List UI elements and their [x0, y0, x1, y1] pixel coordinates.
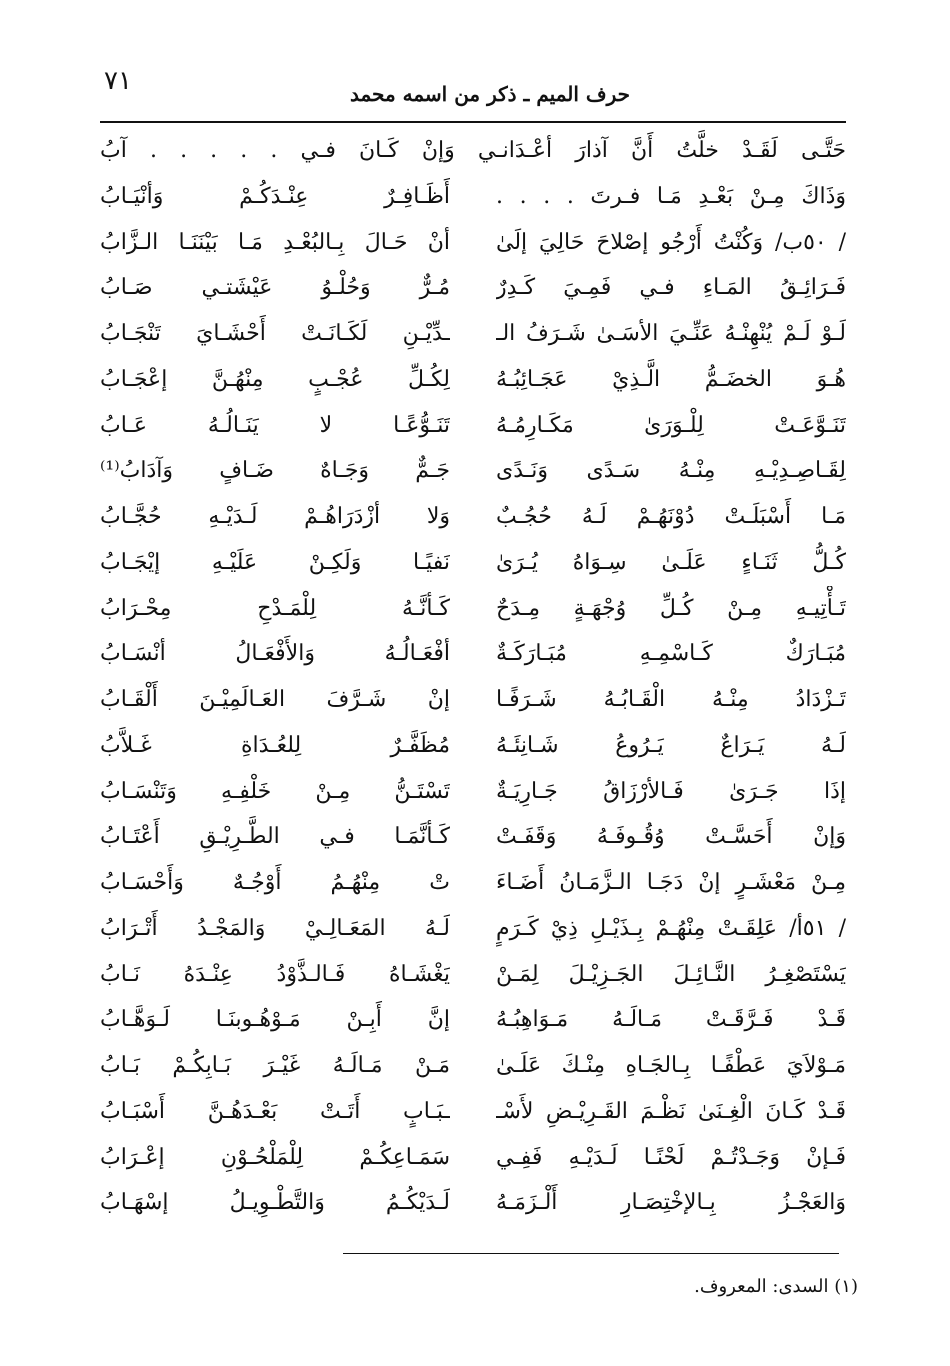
verse-second-hemistich: سَمَـاعِكُـمْ لِلْمَلْحُـوْنِ إعْـرَابُ: [100, 1144, 450, 1170]
verse-second-hemistich: يَغْشَـاهُ فَـالـذَّوْدُ عِنْـدَهُ نَـابُ: [100, 961, 450, 987]
verse-first-hemistich: مَـوْلاَيَ عَطْفًـا بِـالجَـاهِ مِنْـكَ عَلَـىٰ: [496, 1053, 846, 1078]
verse-first-hemistich: يَسْتَصْغِـرُ النَّـائِـلَ الجَـزِيْـلَ لِمَـنْ: [496, 961, 846, 987]
verse-line: [100, 631, 846, 677]
verse-line: [100, 265, 846, 311]
verse-second-hemistich: كَـأنَّـهُ لِلْمَـدْحِ مِحْـرَابُ: [100, 595, 450, 621]
verse-second-hemistich: لِكُـلِّ عُجْـبٍ مِنْهُـنَّ إعْجَـابُ: [100, 366, 450, 392]
verse-first-hemistich: / ٥١أ/ عَلِقَـتْ مِنْهُـمْ بِـذَيْـلِ ذِيْ كَـرَمٍ: [496, 915, 846, 941]
verse-second-hemistich: إنَّ أَبِـنْ مَـوْهُـوبنَـا لَـوَهَّـابُ: [100, 1007, 450, 1033]
verse-first-hemistich: فَـرَائِـقُ المَـاءِ فـي فَمِـيَ كَـدِرٌ: [496, 275, 846, 301]
verse-second-hemistich: ـبَـابٍ أَتَـتْ بَعْـدَهُـنَّ أَسْبَـابُ: [100, 1098, 450, 1124]
verse-first-hemistich: تَـزْدَادُ مِنْـهُ الْقَـابُـهُ شَـرَفًـا: [496, 687, 846, 712]
verse-first-hemistich: قَـدْ كَـانَ الْغِـنَىٰ نَظْـمَ القَـرِيْـضِ لأَسْـ: [496, 1098, 846, 1124]
verse-line: [100, 814, 846, 860]
verse-line: [100, 952, 846, 998]
verse-line: [100, 1180, 846, 1226]
verse-line: [100, 769, 846, 815]
verse-first-hemistich: هُـوَ الخضَـمُّ الَّـذِيْ عَجَـائِبُـهُ: [496, 366, 846, 392]
verse-first-hemistich: وَالعَجْـزُ بِـالإخْتِصَـارِ أَلْـزَمَـهُ: [496, 1190, 846, 1216]
verse-line: [100, 448, 846, 494]
verse-first-hemistich: كُـلُّ ثَنَـاءٍ عَلَـىٰ سِـوَاهُ يُـرَىٰ: [496, 549, 846, 575]
verse-line: [100, 220, 846, 266]
verse-first-hemistich: قَـدْ فَـرَّقَـتْ مَـالَـهُ مَـوَاهِبُـهُ: [496, 1007, 846, 1033]
verse-second-hemistich: وَلا أزْدَرَاهُـمْ لَـدَيْـهِ حُجَّـابُ: [100, 504, 450, 529]
verse-second-hemistich: نَفيًـا وَلَكِـنْ عَلَيْـهِ إيْجَـابُ: [100, 549, 450, 575]
verse-second-hemistich: أَظَـافِـرٌ عِنْـدَكُـمْ وَأنْيَـابُ: [100, 183, 450, 209]
verse-line: [100, 357, 846, 403]
verse-first-hemistich: مِـنْ مَعْشَـرٍ إنْ دَجَـا الـزَّمَـانُ أَضَـاءَ: [496, 870, 846, 895]
verse-second-hemistich: أفْعَـالُـهُ وَالأَفْعَـالُ أنْسَـابُ: [100, 641, 450, 667]
verse-first-hemistich: مُبَـارَكٌ كَـاسْمِـهِ مُبَـارَكَـةٌ: [496, 641, 846, 667]
verse-line-full: [100, 128, 846, 174]
verse-line: [100, 586, 846, 632]
verse-first-hemistich: وَذَاكَ مِـنْ بَعْـدِ مَـا فـرتَ . . . .: [496, 183, 846, 209]
verse-first-hemistich: وَإنْ أَحَسَّـتْ وُقُـوفَـهُ وَقَفَـتْ: [496, 824, 846, 850]
verse-first-hemistich: لَـهُ يَـرَاعٌ يَـرُوعُ شَـانِئَـهُ: [496, 732, 846, 758]
verse-second-hemistich: مُظَفَّـرٌ لِلعُـدَاةِ غَـلاَّبُ: [100, 732, 450, 758]
verse-first-hemistich: مَـا أَسْبَلَـتْ دُوْنَهُـمْ لَـهُ حُجُـبٌ: [496, 504, 846, 529]
poem-body: [100, 128, 846, 1226]
verse-line: [100, 403, 846, 449]
verse-second-hemistich: لَـهُ المَعَـالِـيْ وَالمَجْـدُ أَتْـرَابُ: [100, 915, 450, 941]
verse-first-hemistich: / ٥٠ب/ وَكُنْتُ أَرْجُو إصْلاحَ حَالِيَ إلَىٰ: [496, 229, 846, 255]
verse-second-hemistich: ـدِّيْـنِ لَكَـانَـتْ أَحْشَـايَ تَنْجَـابُ: [100, 321, 450, 346]
verse-line: [100, 1135, 846, 1181]
verse-first-hemistich: لِقَـاصِـدِيْـهِ مِنْـهُ سَـدًى وَنَـدًى: [496, 458, 846, 484]
verse-second-hemistich: مَـنْ مَـالَـهُ غَيْـرَ بَـابِكُـمْ بَـابُ: [100, 1053, 450, 1078]
verse-second-hemistich: تَسْتَـنُّ مِـنْ خَلْفِـهِ وَتَنْسَـابُ: [100, 778, 450, 804]
verse-line: [100, 997, 846, 1043]
verse-second-hemistich: جَـمٌّ وَجَـاهٌ ضَـافٍ وَآدَابُ⁽¹⁾: [100, 458, 450, 484]
verse-second-hemistich: مُـرٌّ وَحُلْـوُ عَيْشَتـي صَـابُ: [100, 275, 450, 301]
verse-line: [100, 540, 846, 586]
verse-second-hemistich: تَنَـوُّعًـا لا يَنَـالُـهُ عَـابُ: [100, 412, 450, 438]
verse-line: [100, 723, 846, 769]
footnote: (١) السدى: المعروف.: [694, 1276, 858, 1297]
verse-line: [100, 494, 846, 540]
footnote-rule: [343, 1253, 839, 1254]
verse-line: [100, 906, 846, 952]
verse-text: حَتَّـى لَقَـدْ خلَّتُ أَنَّ آذارَ أعْـدَانـي وَإنْ كَـانَ فـي . . . . . آبُ: [100, 138, 846, 163]
verse-line: [100, 1089, 846, 1135]
page-number: ٧١: [104, 66, 132, 96]
verse-line: [100, 677, 846, 723]
verse-second-hemistich: تْ مِنْهُـمُ أَوْجُـهٌ وَأَحْسَـابُ: [100, 870, 450, 895]
verse-second-hemistich: كَـأنَّمَـا فـي الطَّـرِيْـقِ أَعْتَـابُ: [100, 824, 450, 850]
verse-first-hemistich: لَـوْ لَـمْ يُنْهِنْـهُ عَنِّـيَ الأسَـىٰ شَـرَفُ الـ: [496, 321, 846, 346]
verse-first-hemistich: تَنَـوَّعَـتْ لِلْـوَرَىٰ مَكَـارِمُـهُ: [496, 412, 846, 438]
verse-line: [100, 311, 846, 357]
verse-first-hemistich: فَـإنْ وَجَـدْتُـمْ لَحْنًـا لَـدَيْـهِ فَفِـي: [496, 1144, 846, 1170]
verse-line: [100, 860, 846, 906]
verse-line: [100, 1043, 846, 1089]
verse-first-hemistich: تَـأْتِيـهِ مِـنْ كُـلِّ وُجْهَـةٍ مِـدَحٌ: [496, 595, 846, 621]
running-head: حرف الميم ـ ذكر من اسمه محمد: [349, 82, 630, 106]
verse-second-hemistich: لَـدَيْكُـمُ وَالتَّطْـوِيـلُ إسْهَـابُ: [100, 1190, 450, 1216]
verse-line: [100, 174, 846, 220]
verse-second-hemistich: أنْ حَـالَ بِـالبُعْـدِ مَـا بَيْنَنَـا الـزَّابُ: [100, 229, 450, 255]
verse-first-hemistich: إذَا جَـرَىٰ فَـالأرْزَاقُ جَـارِيَـةٌ: [496, 778, 846, 804]
header-rule: [100, 121, 846, 123]
verse-second-hemistich: إنْ شَـرَّفَ العَـالَمِيْـنَ أَلْقَـابُ: [100, 687, 450, 712]
